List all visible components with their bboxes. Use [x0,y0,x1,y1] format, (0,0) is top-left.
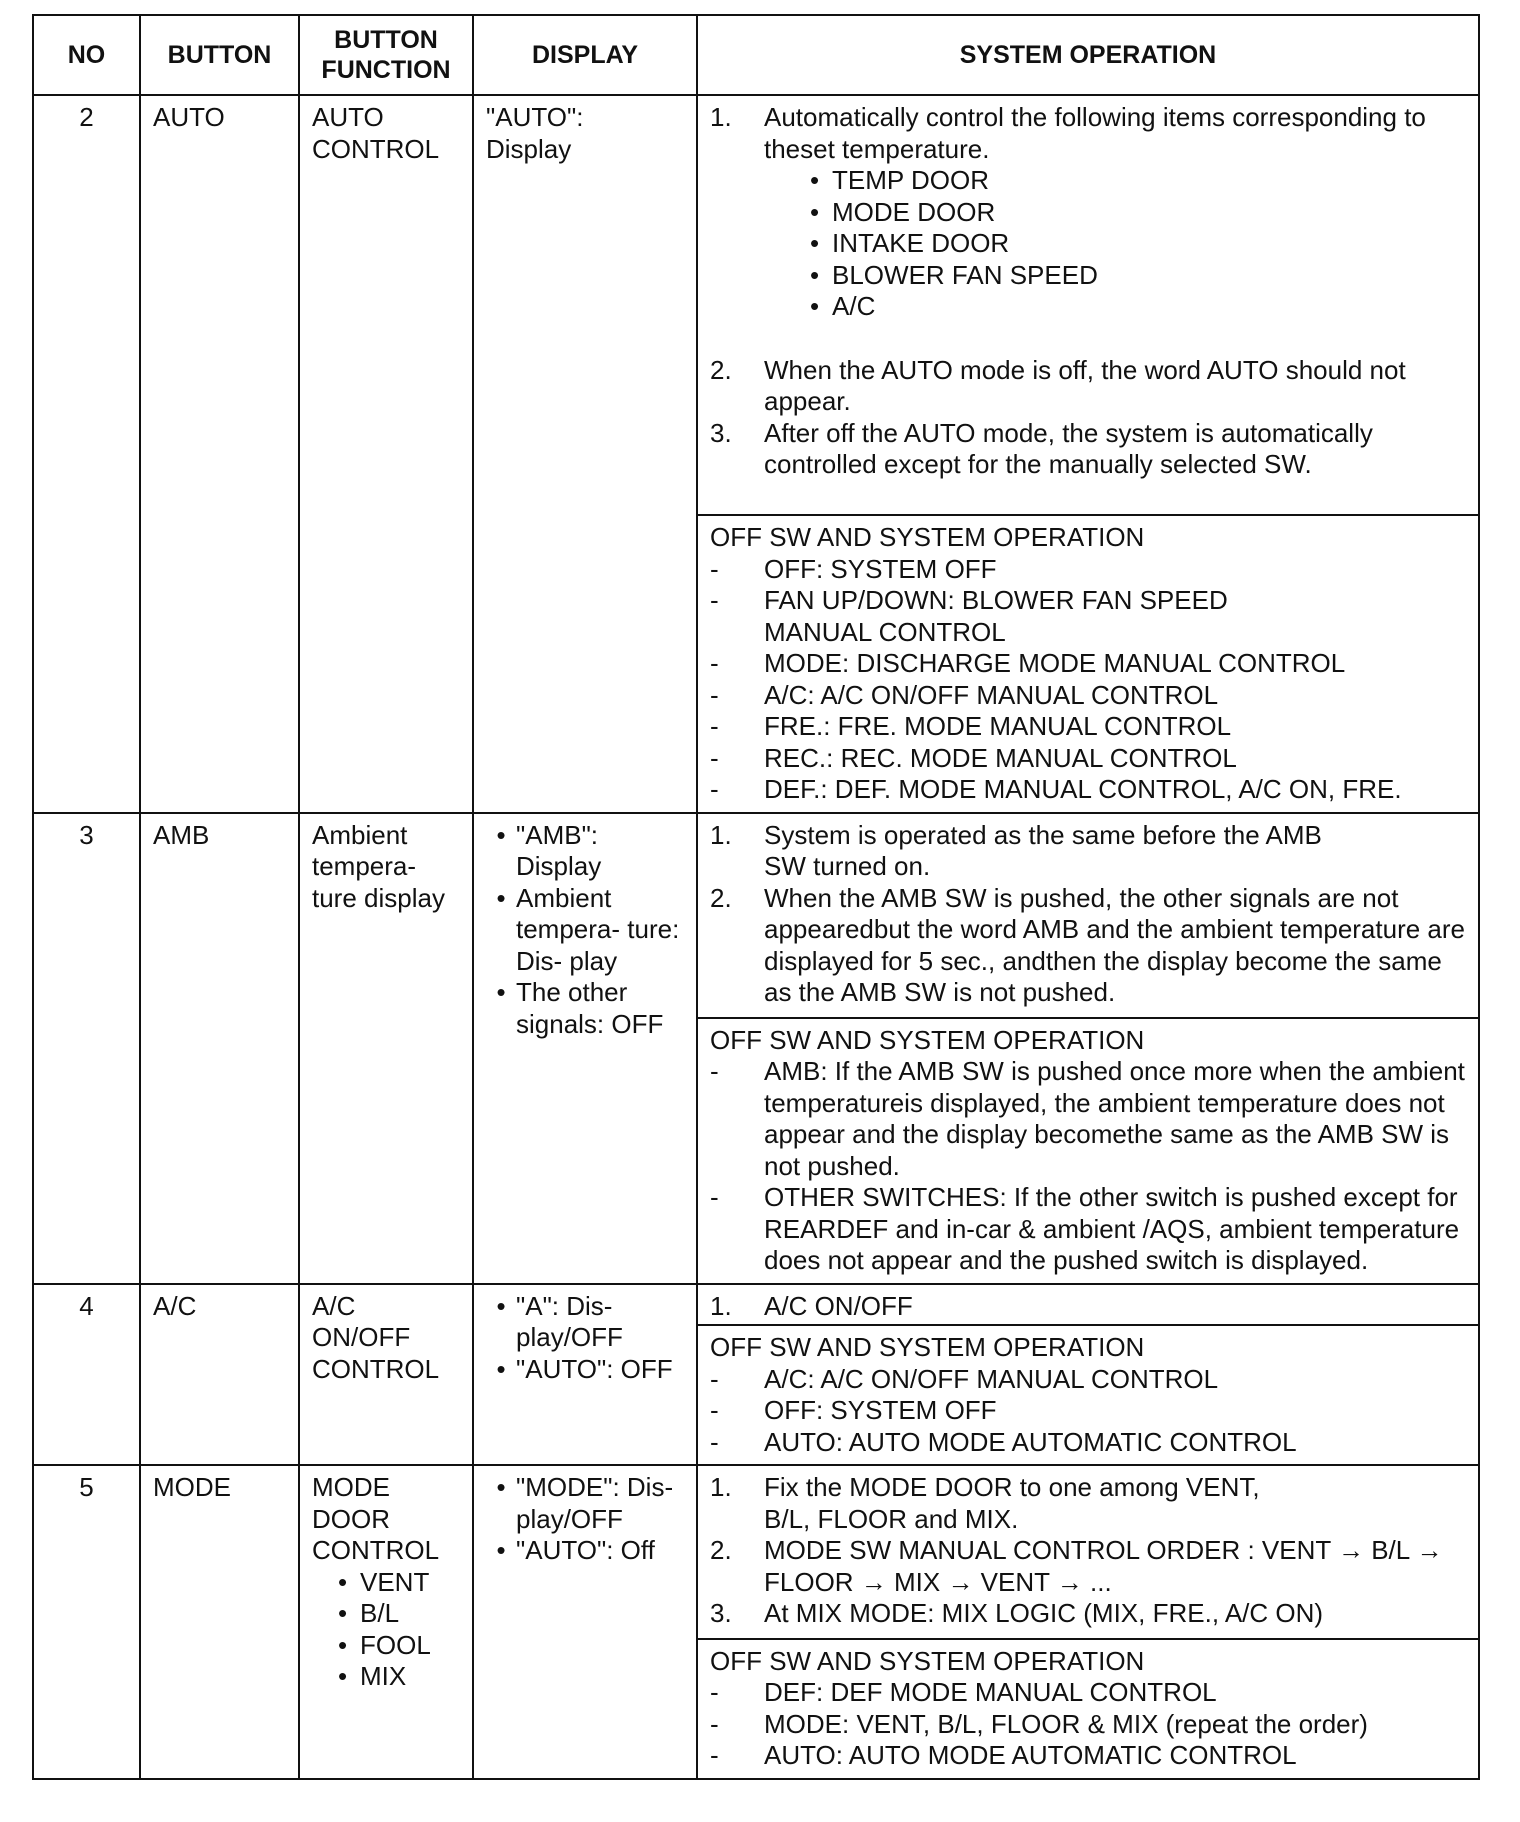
operation-item: 3. After off the AUTO mode, the system is automatically controlled except for the manually selected SW. [710,417,1373,479]
system-operation-cell [697,1465,1479,1639]
display-cell [473,813,697,1284]
function-line: CONTROL [312,133,440,164]
list-item: - DEF.: DEF. MODE MANUAL CONTROL, A/C ON, FRE. [710,774,1402,804]
header-system-operation: SYSTEM OPERATION [697,15,1479,95]
operation-item: 1. A/C ON/OFF [710,1290,913,1321]
off-sw-operation-cell [697,1639,1479,1779]
function-line: ture display [312,882,445,913]
function-line: AUTO [312,102,384,132]
button-function [299,813,473,1284]
button-name: AUTO [140,95,299,813]
row-number: 2 [33,95,140,813]
operation-item: 2. When the AUTO mode is off, the word AUTO should not appear. [710,354,1406,416]
list-item: • MODE DOOR [810,196,996,227]
list-item: • MIX [338,1661,407,1691]
list-item: • A/C [810,291,876,321]
list-item: - A/C: A/C ON/OFF MANUAL CONTROL [710,679,1219,710]
function-line: MODE [312,1472,390,1502]
list-item: - AUTO: AUTO MODE AUTOMATIC CONTROL [710,1740,1297,1770]
auto-control-items [710,165,1468,323]
operation-item: 2. When the AMB SW is pushed, the other signals are not appearedbut the word AMB and the ambient temperature are displayed for 5 sec., andthen the display become the same as the AMB SW is not pushed. [710,882,1465,1007]
off-sw-title: OFF SW AND SYSTEM OPERATION [710,1024,1145,1055]
display-cell [473,1284,697,1466]
operation-item: 1. System is operated as the same before the AMB SW turned on. [710,819,1322,881]
button-name: A/C [140,1284,299,1466]
list-item: • TEMP DOOR [810,165,989,195]
display-line: Display [486,133,572,164]
button-function [299,1465,473,1779]
system-operation-cell [697,1284,1479,1326]
display-cell [473,1465,697,1779]
list-item: - MODE: DISCHARGE MODE MANUAL CONTROL [710,648,1346,678]
list-item: - REC.: REC. MODE MANUAL CONTROL [710,742,1237,773]
list-item: - AMB: If the AMB SW is pushed once more when the ambient temperatureis displayed, the ambient temperature does not appear and the display becomethe same as the AMB SW is not pushed. [710,1056,1465,1181]
off-sw-title: OFF SW AND SYSTEM OPERATION [710,1332,1145,1362]
row-number: 4 [33,1284,140,1466]
header-button-function: BUTTON FUNCTION [299,15,473,95]
list-item: • "A": Dis- play/OFF [496,1290,623,1352]
system-operation-cell [697,95,1479,515]
mode-door-items [312,1567,460,1693]
off-sw-operation-cell [697,1325,1479,1465]
function-line: A/C [312,1290,356,1321]
header-no: NO [33,15,140,95]
function-line: CONTROL [312,1535,440,1565]
display-cell [473,95,697,813]
row-number: 5 [33,1465,140,1779]
list-item: • B/L [338,1598,400,1628]
list-item: - FRE.: FRE. MODE MANUAL CONTROL [710,711,1232,741]
list-item: • VENT [338,1566,430,1597]
header-button: BUTTON [140,15,299,95]
list-item: • "AMB": Display [496,819,602,881]
table-row-auto [33,95,1479,515]
function-line: ON/OFF [312,1322,411,1352]
function-line: Ambient [312,819,408,850]
operation-item: 1. Automatically control the following items corresponding to theset temperature. [710,102,1426,164]
table-row-ac [33,1284,1479,1326]
button-function [299,1284,473,1466]
button-name: MODE [140,1465,299,1779]
system-operation-table [32,14,1480,1780]
list-item: - OFF: SYSTEM OFF [710,1395,997,1425]
off-sw-title: OFF SW AND SYSTEM OPERATION [710,522,1145,552]
header-display: DISPLAY [473,15,697,95]
operation-item: 2. MODE SW MANUAL CONTROL ORDER : VENT → B/L → FLOOR → MIX → VENT → ... [710,1535,1443,1597]
list-item: • FOOL [338,1629,431,1660]
table-row-amb [33,813,1479,1018]
list-item: - OFF: SYSTEM OFF [710,553,997,584]
list-item: • The other signals: OFF [496,977,664,1039]
list-item: • INTAKE DOOR [810,228,1010,258]
list-item: - A/C: A/C ON/OFF MANUAL CONTROL [710,1363,1219,1394]
button-name: AMB [140,813,299,1284]
list-item: - MODE: VENT, B/L, FLOOR & MIX (repeat the order) [710,1708,1368,1739]
operation-item: 3. At MIX MODE: MIX LOGIC (MIX, FRE., A/C ON) [710,1598,1324,1628]
table-row-mode [33,1465,1479,1639]
operation-table-page [32,14,1478,1780]
button-function [299,95,473,813]
list-item: • BLOWER FAN SPEED [810,259,1098,290]
operation-item: 1. Fix the MODE DOOR to one among VENT, B/L, FLOOR and MIX. [710,1472,1260,1534]
function-line: tempera- [312,851,417,881]
list-item: - FAN UP/DOWN: BLOWER FAN SPEED MANUAL CONTROL [710,585,1228,647]
list-item: - DEF: DEF MODE MANUAL CONTROL [710,1677,1217,1707]
function-line: CONTROL [312,1353,440,1384]
header-row [33,15,1479,95]
list-item: • "MODE": Dis- play/OFF [496,1472,674,1534]
off-sw-title: OFF SW AND SYSTEM OPERATION [710,1645,1145,1676]
row-number: 3 [33,813,140,1284]
list-item: • Ambient tempera- ture: Dis- play [496,882,680,976]
off-sw-operation-cell [697,1018,1479,1284]
function-line: DOOR [312,1503,390,1534]
list-item: - AUTO: AUTO MODE AUTOMATIC CONTROL [710,1426,1297,1457]
list-item: • "AUTO": Off [496,1535,655,1565]
off-sw-operation-cell [697,515,1479,813]
list-item: • "AUTO": OFF [496,1353,673,1384]
system-operation-cell [697,813,1479,1018]
display-line: "AUTO": [486,102,584,132]
list-item: - OTHER SWITCHES: If the other switch is pushed except for REARDEF and in-car & ambient /AQS, ambient temperature does not appear and the pushed switch is displayed. [710,1182,1460,1275]
